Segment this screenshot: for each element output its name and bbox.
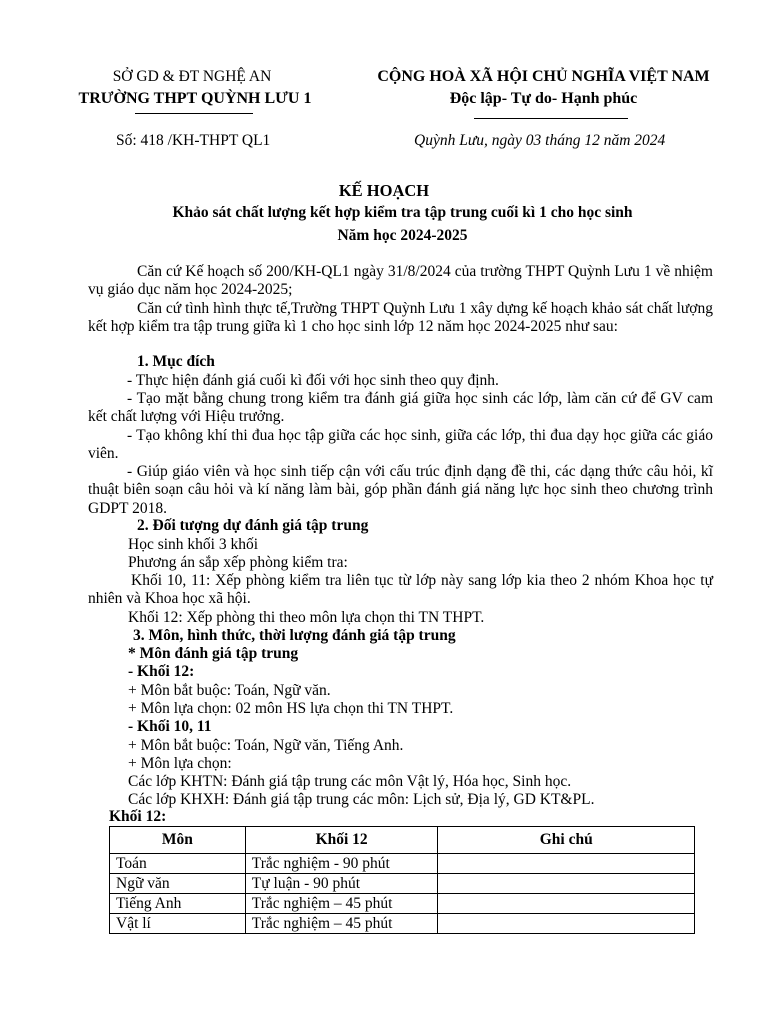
note-cell <box>438 874 695 894</box>
section-3-heading: 3. Môn, hình thức, thời lượng đánh giá tập trung <box>133 627 456 644</box>
subject-cell: Tiếng Anh <box>110 894 246 914</box>
format-cell: Trắc nghiệm – 45 phút <box>245 914 438 934</box>
motto-underline <box>474 118 628 119</box>
school-year: Năm học 2024-2025 <box>337 227 468 244</box>
format-cell: Trắc nghiệm – 45 phút <box>245 894 438 914</box>
basis-paragraph-1: Căn cứ Kế hoạch số 200/KH-QL1 ngày 31/8/2024 của trường THPT Quỳnh Lưu 1 về nhiệm vụ giáo dục năm học 2024-2025; <box>88 263 713 299</box>
subjects-subheading: * Môn đánh giá tập trung <box>128 645 299 662</box>
country-name: CỘNG HOÀ XÃ HỘI CHỦ NGHĨA VIỆT NAM <box>377 68 710 85</box>
basis-paragraph-2: Căn cứ tình hình thực tế,Trường THPT Quỳnh Lưu 1 xây dựng kế hoạch khảo sát chất lượng kết hợp kiểm tra tập trung giữa kì 1 cho học sinh lớp 12 năm học 2024-2025 như sau: <box>88 300 713 336</box>
purpose-item: - Tạo không khí thi đua học tập giữa các học sinh, giữa các lớp, thi đua dạy học giữa các giáo viên. <box>88 427 713 463</box>
section-1-heading: 1. Mục đích <box>137 353 215 370</box>
note-cell <box>438 854 695 874</box>
column-header: Ghi chú <box>438 827 695 854</box>
table-row <box>110 914 695 934</box>
format-cell: Tự luận - 90 phút <box>245 874 438 894</box>
room-plan-grade-12: Khối 12: Xếp phòng thi theo môn lựa chọn thi TN THPT. <box>128 609 485 626</box>
room-plan-label: Phương án sắp xếp phòng kiểm tra: <box>128 554 348 571</box>
grade-10-11-label: - Khối 10, 11 <box>128 718 212 735</box>
subject-cell: Ngữ văn <box>110 874 246 894</box>
document-subtitle: Khảo sát chất lượng kết hợp kiểm tra tập trung cuối kì 1 cho học sinh <box>172 204 633 221</box>
document-title: KẾ HOẠCH <box>338 181 430 200</box>
purpose-item: - Thực hiện đánh giá cuối kì đối với học sinh theo quy định. <box>127 372 499 389</box>
grade-12-label: - Khối 12: <box>128 663 195 680</box>
department-name: SỞ GD & ĐT NGHỆ AN <box>112 68 272 85</box>
grade-12-optional: + Môn lựa chọn: 02 môn HS lựa chọn thi TN THPT. <box>128 700 454 717</box>
column-header: Khối 12 <box>245 827 438 854</box>
grade-10-11-required: + Môn bắt buộc: Toán, Ngữ văn, Tiếng Anh. <box>128 737 404 754</box>
table-header-row <box>110 827 695 854</box>
table-row <box>110 894 695 914</box>
column-header: Môn <box>110 827 246 854</box>
purpose-item: - Giúp giáo viên và học sinh tiếp cận với cấu trúc định dạng đề thi, các dạng thức câu hỏi, kĩ thuật biên soạn câu hỏi và kí năng làm bài, góp phần đánh giá năng lực học sinh theo chương trình GDPT 2018. <box>88 463 713 517</box>
section-2-heading: 2. Đối tượng dự đánh giá tập trung <box>137 517 369 534</box>
national-motto: Độc lập- Tự do- Hạnh phúc <box>449 90 638 107</box>
table-row <box>110 874 695 894</box>
room-plan-grade-10-11: Khối 10, 11: Xếp phòng kiểm tra liên tục từ lớp này sang lớp kia theo 2 nhóm Khoa học tự nhiên và Khoa học xã hội. <box>88 572 713 608</box>
place-date: Quỳnh Lưu, ngày 03 tháng 12 năm 2024 <box>414 132 666 149</box>
purpose-item: - Tạo mặt bằng chung trong kiểm tra đánh giá giữa học sinh các lớp, làm căn cứ để GV cam kết chất lượng với Hiệu trưởng. <box>88 390 713 426</box>
note-cell <box>438 914 695 934</box>
document-number: Số: 418 /KH-THPT QL1 <box>116 132 271 149</box>
note-cell <box>438 894 695 914</box>
grade-10-11-optional: + Môn lựa chọn: <box>128 755 232 772</box>
khtn-classes: Các lớp KHTN: Đánh giá tập trung các môn Vật lý, Hóa học, Sinh học. <box>128 773 572 790</box>
target-text: Học sinh khối 3 khối <box>128 536 259 553</box>
school-name: TRƯỜNG THPT QUỲNH LƯU 1 <box>78 90 312 107</box>
subject-cell: Toán <box>110 854 246 874</box>
table-caption: Khối 12: <box>109 808 167 825</box>
subject-cell: Vật lí <box>110 914 246 934</box>
format-cell: Trắc nghiệm - 90 phút <box>245 854 438 874</box>
school-underline <box>135 113 253 114</box>
exam-format-table <box>109 826 695 934</box>
table-row <box>110 854 695 874</box>
grade-12-required: + Môn bắt buộc: Toán, Ngữ văn. <box>128 682 331 699</box>
khxh-classes: Các lớp KHXH: Đánh giá tập trung các môn: Lịch sử, Địa lý, GD KT&PL. <box>128 791 595 808</box>
